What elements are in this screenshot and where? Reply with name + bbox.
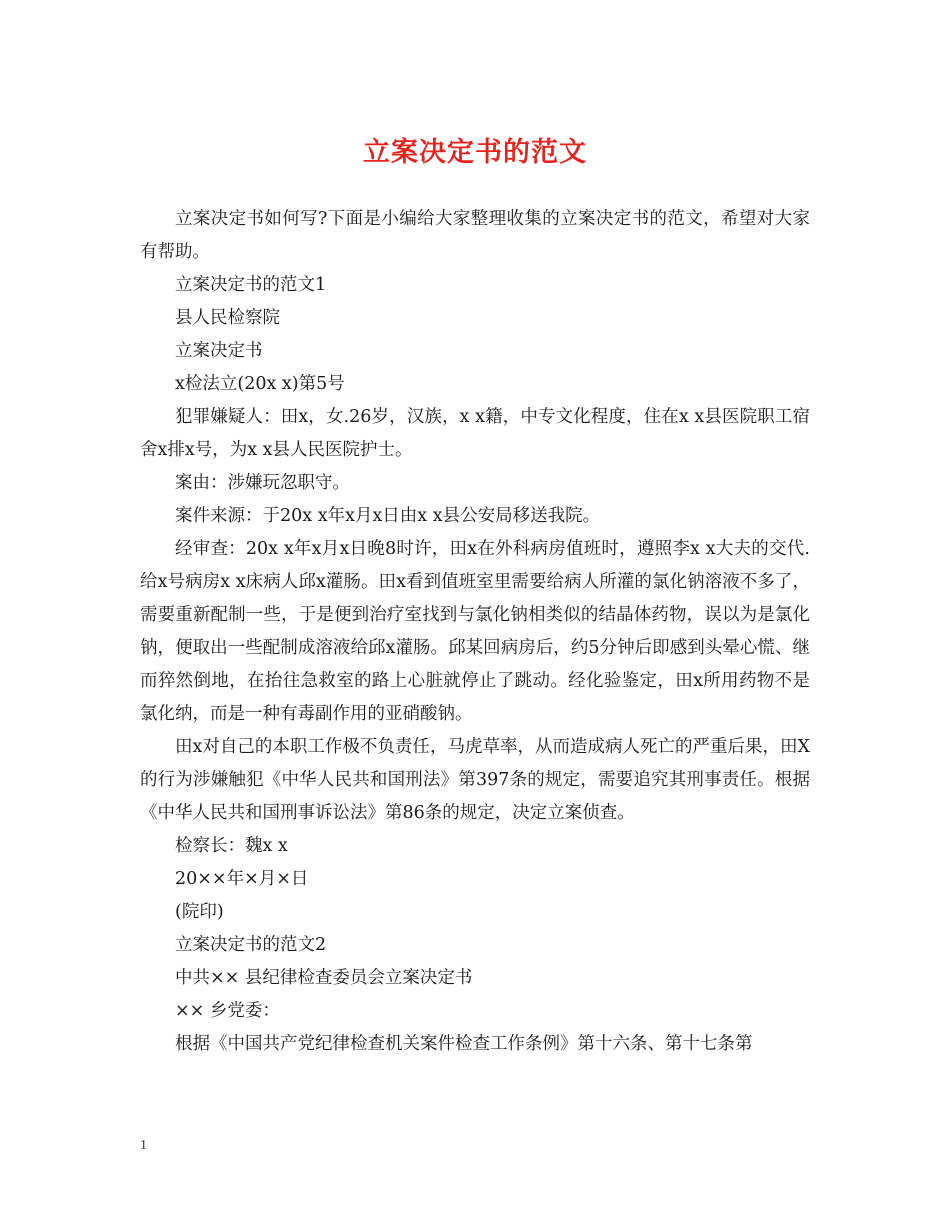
document-body <box>140 203 810 1061</box>
paragraph-decision: 田x对自己的本职工作极不负责任，马虎草率，从而造成病人死亡的严重后果，田X的行为涉嫌触犯《中华人民共和国刑法》第397条的规定，需要追究其刑事责任。根据《中华人民共和国刑事诉讼法》第86条的规定，决定立案侦查。 <box>140 737 810 823</box>
paragraph-seal: (院印) <box>175 902 224 922</box>
paragraph-source: 案件来源：于20x x年x月x日由x x县公安局移送我院。 <box>175 506 601 526</box>
paragraph-basis: 根据《中国共产党纪律检查机关案件检查工作条例》第十六条、第十七条第 <box>175 1034 753 1054</box>
paragraph-addressee: ×× 乡党委： <box>175 1001 280 1021</box>
paragraph-sample-1-heading: 立案决定书的范文1 <box>175 275 327 295</box>
paragraph-committee: 中共×× 县纪律检查委员会立案决定书 <box>175 968 473 988</box>
paragraph-date: 20××年×月×日 <box>175 869 309 889</box>
paragraph-intro: 立案决定书如何写?下面是小编给大家整理收集的立案决定书的范文，希望对大家有帮助。 <box>140 209 810 262</box>
paragraph-doc-number: x检法立(20x x)第5号 <box>175 374 345 394</box>
paragraph-suspect: 犯罪嫌疑人：田x，女.26岁，汉族，x x籍，中专文化程度，住在x x县医院职工宿舍x排x号，为x x县人民医院护士。 <box>140 407 810 460</box>
paragraph-review: 经审查：20x x年x月x日晚8时许，田x在外科病房值班时，遵照李x x大夫的交代.给x号病房x x床病人邱x灌肠。田x看到值班室里需要给病人所灌的氯化钠溶液不多了，需要重新配制一些，于是便到治疗室找到与氯化钠相类似的结晶体药物，误以为是氯化钠，便取出一些配制成溶液给邱x灌肠。邱某回病房后，约5分钟后即感到头晕心慌、继而猝然倒地，在抬往急救室的路上心脏就停止了跳动。经化验鉴定，田x所用药物不是氯化纳，而是一种有毒副作用的亚硝酸钠。 <box>140 539 810 724</box>
paragraph-chief: 检察长：魏x x <box>175 836 288 856</box>
document-title: 立案决定书的范文 <box>363 137 587 168</box>
paragraph-doc-name: 立案决定书 <box>175 341 263 361</box>
paragraph-procuratorate: 县人民检察院 <box>175 308 280 328</box>
paragraph-cause: 案由：涉嫌玩忽职守。 <box>175 473 350 493</box>
page-number: 1 <box>140 1138 147 1153</box>
paragraph-sample-2-heading: 立案决定书的范文2 <box>175 935 327 955</box>
